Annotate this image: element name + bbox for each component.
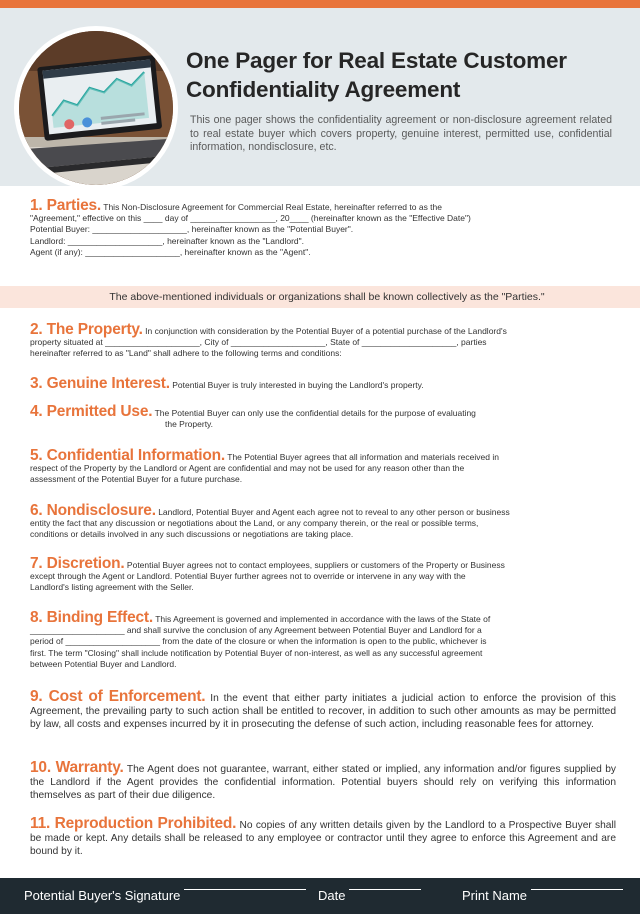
section-genuine-interest	[30, 376, 616, 391]
signature-field[interactable]	[24, 878, 180, 914]
section-text: Agent (if any): ____________________, hereinafter known as the "Agent".	[30, 246, 311, 257]
laptop-photo	[14, 26, 178, 190]
title-line-1: One Pager for Real Estate Customer	[186, 48, 567, 73]
section-text: In conjunction with consideration by the Potential Buyer of a potential purchase of the Landlord's	[145, 326, 507, 336]
section-text: The Agent does not guarantee, warrant, either stated or implied, any information and/or figures supplied by the Landlord if the Agent provides the confidential information. Potential buyers should rely on verifying this information themselves as part of their due diligence.	[30, 764, 616, 801]
section-heading: 3. Genuine Interest.	[30, 375, 170, 392]
signature-footer	[0, 878, 640, 914]
section-text: Potential Buyer is truly interested in buying the Landlord's property.	[172, 380, 424, 390]
parties-note-band: The above-mentioned individuals or organizations shall be known collectively as the "Parties."	[0, 286, 640, 308]
date-field[interactable]	[318, 878, 345, 914]
section-text: conditions or details involved in any such discussions or negotiations are taking place.	[30, 529, 354, 540]
print-name-line	[531, 878, 623, 890]
section-text: hereinafter referred to as "Land" shall adhere to the following terms and conditions:	[30, 348, 342, 359]
signature-line	[184, 878, 306, 890]
section-text: entity the fact that any discussion or negotiations about the Land, or any company therein, or the real or possible terms,	[30, 518, 479, 529]
page-subtitle: This one pager shows the confidentiality agreement or non-disclosure agreement related to real estate buyer which covers property, genuine interest, permitted use, confidential information, nondisclosure, etc.	[190, 114, 612, 154]
section-text: except through the Agent or Landlord. Potential Buyer further agrees not to override or intervene in any way with the	[30, 571, 466, 582]
section-text: In the event that either party initiates a judicial action to enforce the provision of this Agreement, the prevailing party to such action shall be entitled to recover, in addition to such other amounts as may be permitted by law, all costs and expenses incurred by it in prosecuting the defense of such action, including reasonable fees for attorney.	[30, 693, 616, 730]
section-text: period of ____________________ from the date of the closure or when the information is open to the public, whichever is	[30, 636, 487, 647]
section-permitted-use	[30, 404, 616, 430]
laptop-illustration	[19, 31, 173, 185]
section-property	[30, 322, 616, 360]
top-accent-bar	[0, 0, 640, 8]
print-name-label: Print Name	[462, 888, 528, 903]
section-cost-of-enforcement	[30, 689, 616, 731]
section-text: first. The term "Closing" shall include notification by Potential Buyer of non-interest, as well as any successful agreement	[30, 647, 483, 658]
section-nondisclosure	[30, 503, 616, 541]
section-text: No copies of any written details given by the Landlord to a Prospective Buyer shall be made or kept. Any details shall be released to any employee or contractor until they agree to enforce this Agreement and are bound by it.	[30, 820, 616, 857]
section-heading: 2. The Property.	[30, 321, 143, 338]
section-heading: 8. Binding Effect.	[30, 609, 153, 626]
section-reproduction-prohibited	[30, 816, 616, 858]
signature-label: Potential Buyer's Signature	[24, 888, 181, 903]
title-line-2: Confidentiality Agreement	[186, 77, 461, 102]
section-text: This Non-Disclosure Agreement for Commercial Real Estate, hereinafter referred to as the	[103, 202, 442, 212]
section-discretion	[30, 556, 616, 594]
date-label: Date	[318, 888, 346, 903]
section-text: Potential Buyer: ____________________, hereinafter known as the "Potential Buyer".	[30, 224, 354, 235]
section-text: Landlord: ____________________, hereinafter known as the "Landlord".	[30, 235, 305, 246]
header-panel	[0, 8, 640, 186]
section-text: assessment of the Potential Buyer for a future purchase.	[30, 474, 243, 485]
section-parties	[30, 198, 616, 258]
section-text: between Potential Buyer and Landlord.	[30, 658, 177, 669]
page-title	[186, 46, 626, 104]
section-heading: 9. Cost of Enforcement.	[30, 688, 206, 705]
section-heading: 6. Nondisclosure.	[30, 502, 156, 519]
section-heading: 5. Confidential Information.	[30, 447, 226, 464]
section-heading: 10. Warranty.	[30, 759, 124, 776]
section-warranty	[30, 760, 616, 802]
section-text: Potential Buyer agrees not to contact employees, suppliers or customers of the Property or Business	[126, 560, 505, 570]
section-text: ____________________ and shall survive the conclusion of any Agreement between Potential Buyer and Landlord for a	[30, 625, 482, 636]
section-confidential-information	[30, 448, 616, 486]
section-text: property situated at ____________________, City of ____________________, State of ____________________, parties	[30, 337, 487, 348]
section-heading: 4. Permitted Use.	[30, 403, 153, 420]
section-heading: 11. Reproduction Prohibited.	[30, 815, 237, 832]
section-text: Landlord's listing agreement with the Seller.	[30, 582, 194, 593]
section-text: The Potential Buyer can only use the confidential details for the purpose of evaluating	[154, 408, 476, 418]
section-text: respect of the Property by the Landlord or Agent are confidential and may not be used for any reason other than the	[30, 463, 465, 474]
print-name-field[interactable]	[462, 878, 527, 914]
section-text: the Property.	[165, 419, 214, 430]
section-text: This Agreement is governed and implemented in accordance with the laws of the State of	[155, 614, 491, 624]
date-line	[349, 878, 421, 890]
section-text: Landlord, Potential Buyer and Agent each agree not to reveal to any other person or business	[158, 507, 510, 517]
section-binding-effect	[30, 610, 616, 670]
section-text: The Potential Buyer agrees that all information and materials received in	[227, 452, 499, 462]
section-heading: 1. Parties.	[30, 197, 102, 214]
section-heading: 7. Discretion.	[30, 555, 125, 572]
section-text: "Agreement," effective on this ____ day of __________________, 20____ (hereinafter known as the "Effective Date")	[30, 213, 471, 224]
